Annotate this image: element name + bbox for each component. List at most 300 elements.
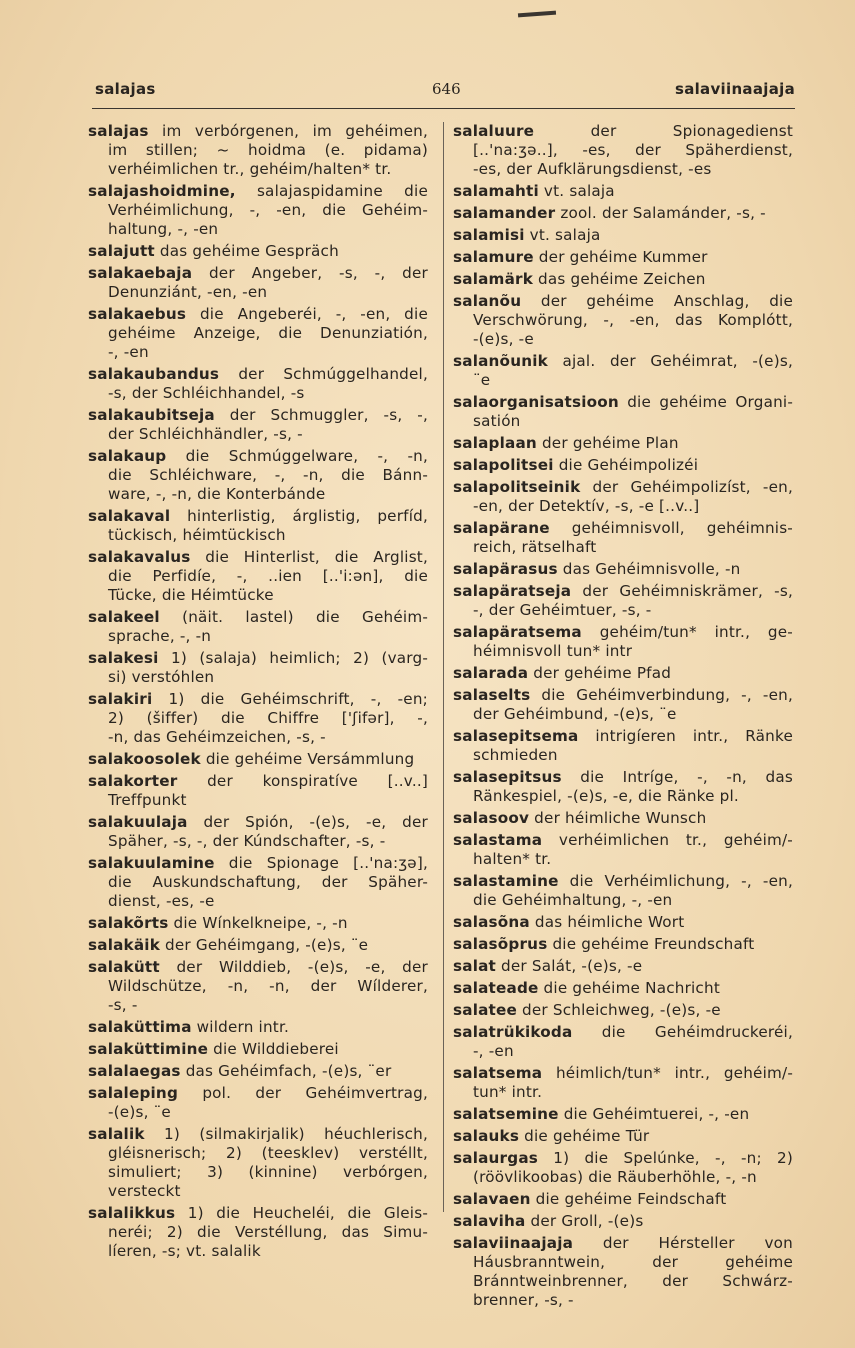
dictionary-entry xyxy=(88,305,428,362)
entry-continuation-line: brenner, -s, - xyxy=(473,1291,574,1309)
entry-first-line xyxy=(453,1127,793,1146)
entry-continuation-line: sprache, -, -n xyxy=(108,627,212,645)
headword: salamure xyxy=(453,248,534,266)
entry-first-line xyxy=(88,649,428,668)
entry-continuation-line: Denunziánt, -en, -en xyxy=(108,283,268,301)
definition-text: der Angeber, -s, -, der xyxy=(192,264,428,282)
entry-continuation-line: ware, -, -n, die Konterbánde xyxy=(108,485,326,503)
definition-text: im verbórgenen, im gehéimen, xyxy=(148,122,428,140)
left-column xyxy=(88,122,428,1264)
headword: salavaen xyxy=(453,1190,531,1208)
definition-text: die Verhéimlichung, -, -en, xyxy=(558,872,793,890)
dictionary-entry xyxy=(453,204,793,223)
dictionary-entry xyxy=(88,649,428,687)
headword: salakaebaja xyxy=(88,264,193,282)
entry-first-line xyxy=(453,957,793,976)
definition-text: die Wínkelkneipe, -, -n xyxy=(168,914,348,932)
headword: salakavalus xyxy=(88,548,191,566)
definition-text: der gehéime Anschlag, die xyxy=(521,292,793,310)
entry-first-line xyxy=(88,507,428,526)
dictionary-entry xyxy=(88,813,428,851)
dictionary-entry xyxy=(453,1234,793,1310)
entry-continuation-line: der Gehéimbund, -(e)s, ¨e xyxy=(473,705,677,723)
entry-continuation-line: -en, der Detektív, -s, -e [..v..] xyxy=(473,497,700,515)
entry-first-line xyxy=(453,1234,793,1253)
definition-text: hinterlistig, árglistig, perfíd, xyxy=(170,507,428,525)
entry-first-line xyxy=(453,292,793,311)
definition-text: der Schmúggelhandel, xyxy=(219,365,428,383)
dictionary-entry xyxy=(88,507,428,545)
definition-text: der Wilddieb, -(e)s, -e, der xyxy=(159,958,428,976)
headword: salakuulamine xyxy=(88,854,215,872)
definition-text: (näit. lastel) die Gehéim- xyxy=(159,608,428,626)
page-header xyxy=(95,80,795,106)
headword: salalikkus xyxy=(88,1204,176,1222)
dictionary-entry xyxy=(453,1190,793,1209)
headword: salajas xyxy=(88,122,149,140)
definition-text: vt. salaja xyxy=(538,182,615,200)
definition-text: das gehéime Gespräch xyxy=(154,242,339,260)
entry-first-line xyxy=(453,1105,793,1124)
entry-continuation-line: satión xyxy=(473,412,521,430)
entry-first-line xyxy=(453,1064,793,1083)
definition-text: der Schleichweg, -(e)s, -e xyxy=(517,1001,721,1019)
entry-continuation-line: verhéimlichen tr., gehéim/halten* tr. xyxy=(108,160,392,178)
entry-continuation-line: dienst, -es, -e xyxy=(108,892,215,910)
entry-first-line xyxy=(88,1125,428,1144)
dictionary-entry xyxy=(453,1023,793,1061)
definition-text: 1) (silmakirjalik) héuchlerisch, xyxy=(144,1125,428,1143)
definition-text: der Spionagedienst xyxy=(534,122,793,140)
entry-first-line xyxy=(453,434,793,453)
entry-first-line xyxy=(453,1149,793,1168)
entry-continuation-line: -s, der Schléichhandel, -s xyxy=(108,384,305,402)
definition-text: pol. der Gehéimvertrag, xyxy=(178,1084,428,1102)
entry-first-line xyxy=(453,393,793,412)
definition-text: die gehéime Nachricht xyxy=(538,979,720,997)
entry-continuation-line: -n, das Gehéimzeichen, -s, - xyxy=(108,728,326,746)
definition-text: 1) die Heucheléi, die Gleis- xyxy=(175,1204,428,1222)
definition-text: der héimliche Wunsch xyxy=(529,809,707,827)
headword: salatee xyxy=(453,1001,518,1019)
definition-text: die Gehéimpolizéi xyxy=(553,456,699,474)
entry-first-line xyxy=(453,122,793,141)
entry-continuation-line: -(e)s, -e xyxy=(473,330,534,348)
entry-continuation-line: Háusbranntwein, der gehéime xyxy=(473,1253,793,1271)
entry-continuation-line: líeren, -s; vt. salalik xyxy=(108,1242,261,1260)
entry-first-line xyxy=(453,248,793,267)
headword: salaluure xyxy=(453,122,535,140)
definition-text: die Gehéimtuerei, -, -en xyxy=(558,1105,750,1123)
dictionary-entry xyxy=(453,519,793,557)
entry-continuation-line: [..'na:ʒə..], -es, der Späherdienst, xyxy=(473,141,793,159)
definition-text: der gehéime Pfad xyxy=(528,664,672,682)
entry-first-line xyxy=(453,913,793,932)
dictionary-entry xyxy=(88,1125,428,1201)
dictionary-entry xyxy=(88,958,428,1015)
headword: salapäratseja xyxy=(453,582,572,600)
header-rule xyxy=(92,108,795,109)
entry-continuation-line: der Schléichhändler, -s, - xyxy=(108,425,303,443)
entry-continuation-line: Treffpunkt xyxy=(108,791,187,809)
headword: salatsema xyxy=(453,1064,543,1082)
entry-first-line xyxy=(453,809,793,828)
entry-continuation-line: héimnisvoll tun* intr xyxy=(473,642,633,660)
definition-text: zool. der Salamánder, -s, - xyxy=(555,204,766,222)
entry-first-line xyxy=(453,582,793,601)
dictionary-entry xyxy=(453,1212,793,1231)
definition-text: der Gehéimgang, -(e)s, ¨e xyxy=(160,936,369,954)
entry-continuation-line: -(e)s, ¨e xyxy=(108,1103,171,1121)
entry-continuation-line: simuliert; 3) (kinnine) verbórgen, xyxy=(108,1163,428,1181)
entry-first-line xyxy=(453,204,793,223)
headword: salastama xyxy=(453,831,543,849)
entry-first-line xyxy=(453,1190,793,1209)
dictionary-entry xyxy=(88,608,428,646)
headword: salaplaan xyxy=(453,434,537,452)
entry-first-line xyxy=(88,305,428,324)
definition-text: das héimliche Wort xyxy=(529,913,685,931)
dictionary-entry xyxy=(453,727,793,765)
entry-first-line xyxy=(88,854,428,873)
entry-continuation-line: im stillen; ~ hoidma (e. pidama) xyxy=(108,141,428,159)
headword: salamahti xyxy=(453,182,539,200)
definition-text: die Intríge, -, -n, das xyxy=(561,768,793,786)
entry-first-line xyxy=(453,623,793,642)
entry-first-line xyxy=(88,608,428,627)
definition-text: der Salát, -(e)s, -e xyxy=(496,957,643,975)
dictionary-entry xyxy=(88,1204,428,1261)
entry-continuation-line: die Schléichware, -, -n, die Bánn- xyxy=(108,466,428,484)
headword: salateade xyxy=(453,979,539,997)
definition-text: 1) die Gehéimschrift, -, -en; xyxy=(152,690,428,708)
entry-continuation-line: -, -en xyxy=(108,343,149,361)
dictionary-entry xyxy=(453,872,793,910)
headword: salakaval xyxy=(88,507,171,525)
entry-first-line xyxy=(453,519,793,538)
dictionary-entry xyxy=(88,914,428,933)
entry-continuation-line: -es, der Aufklärungsdienst, -es xyxy=(473,160,712,178)
header-last-entry: salaviinaajaja xyxy=(674,80,795,98)
dictionary-entry xyxy=(453,686,793,724)
definition-text: gehéim/tun* intr., ge- xyxy=(581,623,793,641)
entry-first-line xyxy=(88,813,428,832)
entry-first-line xyxy=(88,1084,428,1103)
headword: salasepitsus xyxy=(453,768,562,786)
definition-text: der Gehéimniskrämer, -s, xyxy=(571,582,793,600)
entry-continuation-line: -, -en xyxy=(473,1042,514,1060)
entry-first-line xyxy=(453,831,793,850)
dictionary-entry xyxy=(88,182,428,239)
entry-first-line xyxy=(88,1062,428,1081)
entry-first-line xyxy=(88,1204,428,1223)
dictionary-entry xyxy=(453,434,793,453)
entry-first-line xyxy=(453,664,793,683)
definition-text: ajal. der Gehéimrat, -(e)s, xyxy=(547,352,793,370)
entry-continuation-line: die Perfidíe, -, ..ien [..'i:ən], die xyxy=(108,567,428,585)
headword: salaküttima xyxy=(88,1018,192,1036)
definition-text: der Hérsteller von xyxy=(573,1234,793,1252)
definition-text: die gehéime Freundschaft xyxy=(547,935,755,953)
dictionary-entry xyxy=(453,1105,793,1124)
headword: salapolitseinik xyxy=(453,478,581,496)
dictionary-entry xyxy=(88,1062,428,1081)
entry-first-line xyxy=(88,264,428,283)
definition-text: die Hinterlist, die Arglist, xyxy=(190,548,428,566)
definition-text: der Gehéimpolizíst, -en, xyxy=(580,478,793,496)
definition-text: der Schmuggler, -s, -, xyxy=(214,406,428,424)
dictionary-entry xyxy=(88,750,428,769)
headword: salakaebus xyxy=(88,305,187,323)
entry-continuation-line: ¨e xyxy=(473,371,491,389)
definition-text: verhéimlichen tr., gehéim/- xyxy=(542,831,793,849)
dictionary-entry xyxy=(453,979,793,998)
entry-first-line xyxy=(453,727,793,746)
definition-text: salajaspidamine die xyxy=(235,182,428,200)
definition-text: der gehéime Kummer xyxy=(533,248,708,266)
headword: salakõrts xyxy=(88,914,169,932)
entry-first-line xyxy=(88,936,428,955)
headword: salamisi xyxy=(453,226,525,244)
headword: salaurgas xyxy=(453,1149,539,1167)
headword: salakesi xyxy=(88,649,159,667)
definition-text: vt. salaja xyxy=(524,226,601,244)
dictionary-entry xyxy=(88,1040,428,1059)
dictionary-entry xyxy=(453,1149,793,1187)
entry-first-line xyxy=(453,478,793,497)
headword: salaorganisatsioon xyxy=(453,393,619,411)
dictionary-entry xyxy=(88,264,428,302)
entry-first-line xyxy=(88,182,428,201)
dictionary-entry xyxy=(453,768,793,806)
dictionary-entry xyxy=(453,478,793,516)
definition-text: das Gehéimfach, -(e)s, ¨er xyxy=(180,1062,392,1080)
dictionary-entry xyxy=(88,690,428,747)
entry-continuation-line: reich, rätselhaft xyxy=(473,538,597,556)
entry-first-line xyxy=(88,122,428,141)
definition-text: der gehéime Plan xyxy=(536,434,679,452)
entry-continuation-line: tückisch, héimtückisch xyxy=(108,526,286,544)
dictionary-entry xyxy=(453,1127,793,1146)
entry-first-line xyxy=(88,1018,428,1037)
entry-continuation-line: -, der Gehéimtuer, -s, - xyxy=(473,601,652,619)
headword: salaküttimine xyxy=(88,1040,209,1058)
headword: salakoosolek xyxy=(88,750,201,768)
header-first-entry: salajas xyxy=(95,80,156,98)
entry-first-line xyxy=(453,686,793,705)
entry-first-line xyxy=(88,690,428,709)
entry-first-line xyxy=(453,872,793,891)
entry-first-line xyxy=(453,456,793,475)
dictionary-entry xyxy=(453,456,793,475)
column-divider xyxy=(443,122,444,1212)
headword: salamärk xyxy=(453,270,534,288)
dictionary-entry xyxy=(453,957,793,976)
definition-text: 1) (salaja) heimlich; 2) (varg- xyxy=(158,649,428,667)
entry-continuation-line: Tücke, die Héimtücke xyxy=(108,586,274,604)
headword: salasepitsema xyxy=(453,727,579,745)
entry-continuation-line: Wildschütze, -n, -n, der Wílderer, xyxy=(108,977,428,995)
dictionary-entry xyxy=(88,242,428,261)
entry-continuation-line: versteckt xyxy=(108,1182,181,1200)
definition-text: der Groll, -(e)s xyxy=(525,1212,644,1230)
definition-text: gehéimnisvoll, gehéimnis- xyxy=(549,519,793,537)
headword: salalik xyxy=(88,1125,145,1143)
dictionary-entry xyxy=(453,809,793,828)
headword: salanõunik xyxy=(453,352,548,370)
definition-text: intrigíeren intr., Ränke xyxy=(578,727,793,745)
dictionary-entry xyxy=(453,352,793,390)
dictionary-entry xyxy=(453,623,793,661)
entry-first-line xyxy=(453,768,793,787)
definition-text: die Gehéimverbindung, -, -en, xyxy=(530,686,793,704)
dictionary-entry xyxy=(453,560,793,579)
definition-text: die Wilddieberei xyxy=(208,1040,339,1058)
dictionary-entry xyxy=(88,406,428,444)
entry-first-line xyxy=(453,1212,793,1231)
dictionary-entry xyxy=(453,1064,793,1102)
headword: salakaubitseja xyxy=(88,406,215,424)
dictionary-entry xyxy=(453,1001,793,1020)
headword: salamander xyxy=(453,204,556,222)
entry-continuation-line: haltung, -, -en xyxy=(108,220,219,238)
dictionary-entry xyxy=(453,582,793,620)
dictionary-entry xyxy=(453,292,793,349)
entry-continuation-line: schmieden xyxy=(473,746,558,764)
entry-continuation-line: gehéime Anzeige, die Denunziatión, xyxy=(108,324,428,342)
definition-text: der Spión, -(e)s, -e, der xyxy=(187,813,428,831)
dictionary-entry xyxy=(88,1084,428,1122)
headword: salakorter xyxy=(88,772,178,790)
headword: salapärasus xyxy=(453,560,558,578)
headword: salakeel xyxy=(88,608,160,626)
definition-text: das Gehéimnisvolle, -n xyxy=(557,560,741,578)
headword: salakaubandus xyxy=(88,365,220,383)
headword: salasõprus xyxy=(453,935,548,953)
headword: salakiri xyxy=(88,690,153,708)
headword: salaviinaajaja xyxy=(453,1234,574,1252)
right-column xyxy=(453,122,793,1313)
entry-first-line xyxy=(453,979,793,998)
entry-continuation-line: Bránntweinbrenner, der Schwárz- xyxy=(473,1272,793,1290)
entry-continuation-line: die Auskundschaftung, der Späher- xyxy=(108,873,428,891)
definition-text: der konspiratíve [..v..] xyxy=(177,772,428,790)
entry-continuation-line: die Gehéimhaltung, -, -en xyxy=(473,891,673,909)
entry-continuation-line: tun* intr. xyxy=(473,1083,543,1101)
headword: salaleping xyxy=(88,1084,179,1102)
headword: salalaegas xyxy=(88,1062,181,1080)
headword: salajutt xyxy=(88,242,155,260)
entry-continuation-line: 2) (šiffer) die Chiffre ['ʃifər], -, xyxy=(108,709,428,727)
dictionary-entry xyxy=(453,122,793,179)
definition-text: die Schmúggelware, -, -n, xyxy=(166,447,428,465)
dictionary-entry xyxy=(88,1018,428,1037)
page-number: 646 xyxy=(432,80,461,98)
headword: salapärane xyxy=(453,519,550,537)
entry-first-line xyxy=(88,406,428,425)
definition-text: die gehéime Versámmlung xyxy=(200,750,415,768)
headword: salakütt xyxy=(88,958,160,976)
dictionary-entry xyxy=(88,548,428,605)
entry-continuation-line: -s, - xyxy=(108,996,138,1014)
definition-text: wildern intr. xyxy=(191,1018,290,1036)
definition-text: héimlich/tun* intr., gehéim/- xyxy=(542,1064,793,1082)
entry-first-line xyxy=(453,1001,793,1020)
headword: salajashoidmine, xyxy=(88,182,236,200)
headword: salatsemine xyxy=(453,1105,559,1123)
entry-first-line xyxy=(88,447,428,466)
entry-first-line xyxy=(453,352,793,371)
headword: salakaup xyxy=(88,447,167,465)
definition-text: die gehéime Feindschaft xyxy=(530,1190,727,1208)
dictionary-entry xyxy=(453,270,793,289)
entry-first-line xyxy=(453,182,793,201)
definition-text: die gehéime Organi- xyxy=(618,393,793,411)
entry-continuation-line: neréi; 2) die Verstéllung, das Simu- xyxy=(108,1223,428,1241)
headword: salat xyxy=(453,957,497,975)
definition-text: die gehéime Tür xyxy=(519,1127,650,1145)
headword: salapolitsei xyxy=(453,456,554,474)
entry-first-line xyxy=(88,772,428,791)
headword: salatrükikoda xyxy=(453,1023,573,1041)
headword: salakuulaja xyxy=(88,813,188,831)
headword: salaselts xyxy=(453,686,531,704)
definition-text: die Gehéimdruckeréi, xyxy=(572,1023,793,1041)
headword: salastamine xyxy=(453,872,559,890)
headword: salakäik xyxy=(88,936,160,954)
entry-first-line xyxy=(453,1023,793,1042)
definition-text: die Spionage [..'na:ʒə], xyxy=(214,854,428,872)
dictionary-entry xyxy=(453,248,793,267)
dictionary-entry xyxy=(88,854,428,911)
entry-continuation-line: Verschwörung, -, -en, das Komplótt, xyxy=(473,311,793,329)
entry-first-line xyxy=(453,935,793,954)
headword: salasõna xyxy=(453,913,530,931)
headword: salapäratsema xyxy=(453,623,582,641)
entry-first-line xyxy=(453,226,793,245)
entry-continuation-line: Verhéimlichung, -, -en, die Gehéim- xyxy=(108,201,428,219)
headword: salauks xyxy=(453,1127,520,1145)
dictionary-entry xyxy=(453,182,793,201)
dictionary-entry xyxy=(453,831,793,869)
headword: salaviha xyxy=(453,1212,526,1230)
entry-continuation-line: Späher, -s, -, der Kúndschafter, -s, - xyxy=(108,832,386,850)
entry-first-line xyxy=(453,270,793,289)
headword: salanõu xyxy=(453,292,522,310)
dictionary-entry xyxy=(88,447,428,504)
dictionary-entry xyxy=(88,365,428,403)
entry-first-line xyxy=(88,914,428,933)
dictionary-entry xyxy=(88,936,428,955)
entry-continuation-line: Ränkespiel, -(e)s, -e, die Ränke pl. xyxy=(473,787,739,805)
entry-continuation-line: si) verstóhlen xyxy=(108,668,215,686)
dictionary-entry xyxy=(453,226,793,245)
definition-text: 1) die Spelúnke, -, -n; 2) xyxy=(538,1149,793,1167)
entry-first-line xyxy=(453,560,793,579)
dictionary-entry xyxy=(453,935,793,954)
dictionary-entry xyxy=(453,664,793,683)
entry-first-line xyxy=(88,365,428,384)
entry-first-line xyxy=(88,242,428,261)
headword: salasoov xyxy=(453,809,530,827)
entry-first-line xyxy=(88,548,428,567)
entry-continuation-line: halten* tr. xyxy=(473,850,552,868)
dictionary-entry xyxy=(453,393,793,431)
headword: salarada xyxy=(453,664,529,682)
entry-first-line xyxy=(88,750,428,769)
entry-continuation-line: (röövlikoobas) die Räuberhöhle, -, -n xyxy=(473,1168,757,1186)
dictionary-entry xyxy=(88,122,428,179)
